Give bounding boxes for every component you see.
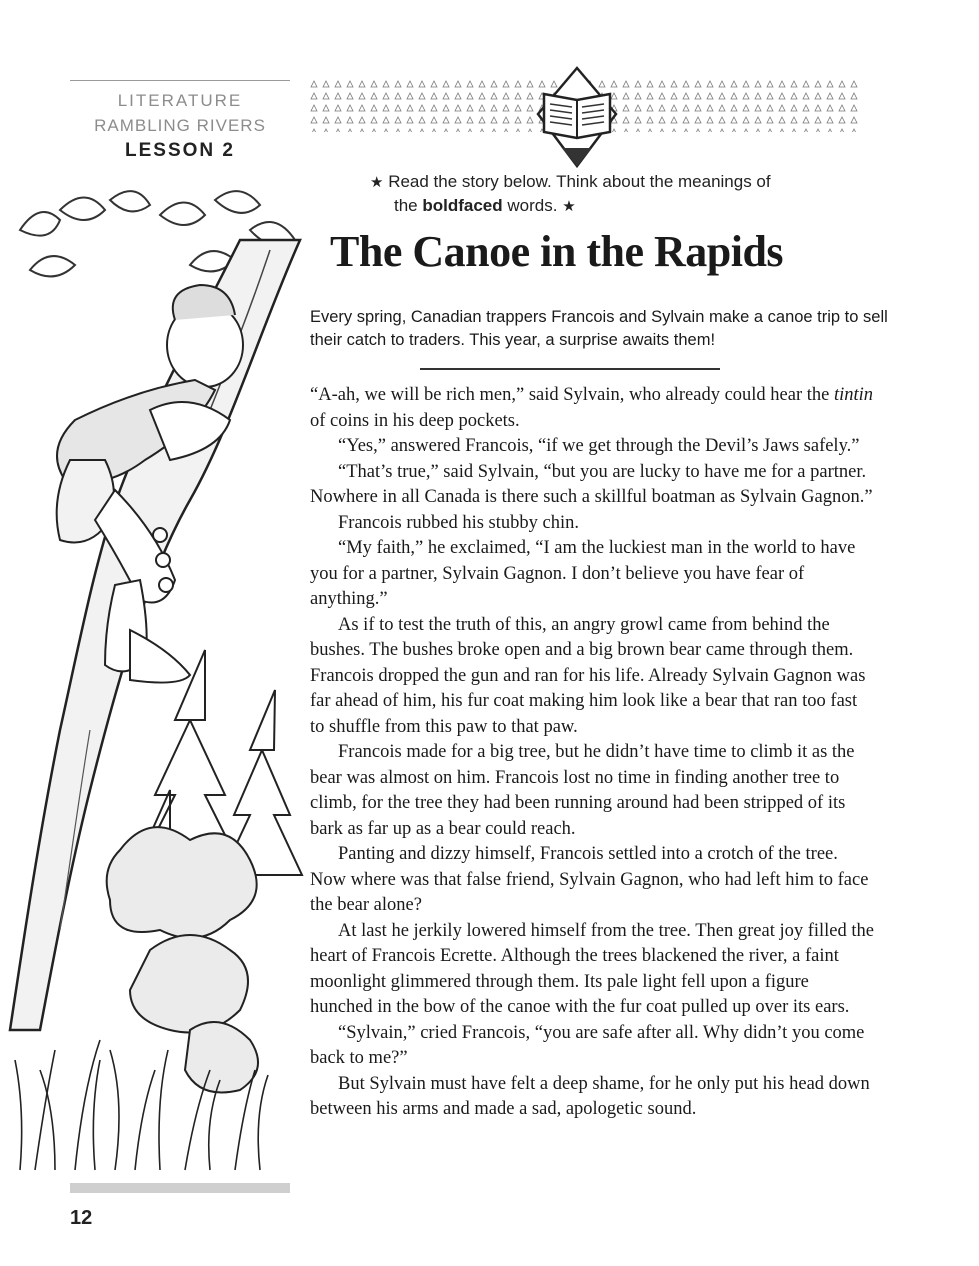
open-book-icon bbox=[532, 66, 622, 170]
intro-divider bbox=[420, 368, 720, 370]
story-paragraph bbox=[310, 383, 876, 434]
unit-label: LITERATURE bbox=[117, 91, 243, 110]
story-paragraph: But Sylvain must have felt a deep shame, for he only put his head down between his arms and made a sad, apologetic sound. bbox=[310, 1073, 870, 1119]
unit-title: RAMBLING RIVERS bbox=[94, 116, 266, 135]
story-title: The Canoe in the Rapids bbox=[330, 227, 784, 276]
instruction-text: words. bbox=[502, 196, 558, 215]
instruction-line bbox=[370, 172, 840, 192]
story-body bbox=[310, 383, 876, 1123]
story-paragraph: At last he jerkily lowered himself from the tree. Then great joy filled the heart of Francois Ecrette. Although the trees blackened the river, a faint moonlight glimmered through them. Its pale light fell upon a figure hunched in the bow of the canoe with the fur coat pulled up over its ears. bbox=[310, 920, 874, 1017]
story-paragraph: “Yes,” answered Francois, “if we get through the Devil’s Jaws safely.” bbox=[338, 436, 860, 456]
story-paragraph: As if to test the truth of this, an angry growl came from behind the bushes. The bushes broke open and a big brown bear came through them. Francois dropped the gun and ran for his life. Already Sylvain Gagnon was far ahead of him, his fur coat making him look like a bear that ran too fast to shuffle from this paw to that paw. bbox=[310, 614, 866, 737]
star-icon: ★ bbox=[562, 198, 576, 215]
story-text: “A-ah, we will be rich men,” said Sylvain, who already could hear the bbox=[310, 385, 834, 405]
story-paragraph: Panting and dizzy himself, Francois settled into a crotch of the tree. Now where was that false friend, Sylvain Gagnon, who had left him to face the bear alone? bbox=[310, 844, 869, 915]
footer-rule bbox=[70, 1183, 290, 1193]
star-icon: ★ bbox=[370, 174, 384, 191]
story-intro: Every spring, Canadian trappers Francois and Sylvain make a canoe trip to sell their catch to traders. This year, a surprise awaits them! bbox=[310, 308, 888, 349]
man-climbing-tree-illustration bbox=[0, 170, 310, 1185]
story-paragraph: “Sylvain,” cried Francois, “you are safe after all. Why didn’t you come back to me?” bbox=[310, 1022, 865, 1068]
story-italic-word: tintin bbox=[834, 385, 874, 405]
story-paragraph: Francois made for a big tree, but he didn’t have time to climb it as the bear was almost on him. Francois lost no time in finding another tree to climb, for the tree they had been running around had been stripped of its bark as far up as a bear could reach. bbox=[310, 742, 855, 839]
header-rule bbox=[70, 80, 290, 81]
story-paragraph: “That’s true,” said Sylvain, “but you are lucky to have me for a partner. Nowhere in all Canada is there such a skillful boatman as Sylvain Gagnon.” bbox=[310, 461, 873, 507]
instruction-bold-word: boldfaced bbox=[422, 196, 503, 215]
instruction-line-2 bbox=[394, 196, 864, 216]
lesson-label: LESSON 2 bbox=[125, 140, 235, 161]
instruction-text: the bbox=[394, 196, 423, 215]
instruction-text: Read the story below. Think about the meanings of bbox=[388, 172, 771, 191]
story-text: of coins in his deep pockets. bbox=[310, 410, 520, 431]
story-paragraph: “My faith,” he exclaimed, “I am the luckiest man in the world to have you for a partner, Sylvain Gagnon. I don’t believe you have fear of anything.” bbox=[310, 538, 856, 609]
story-paragraph: Francois rubbed his stubby chin. bbox=[338, 512, 579, 533]
page-number: 12 bbox=[70, 1207, 93, 1229]
